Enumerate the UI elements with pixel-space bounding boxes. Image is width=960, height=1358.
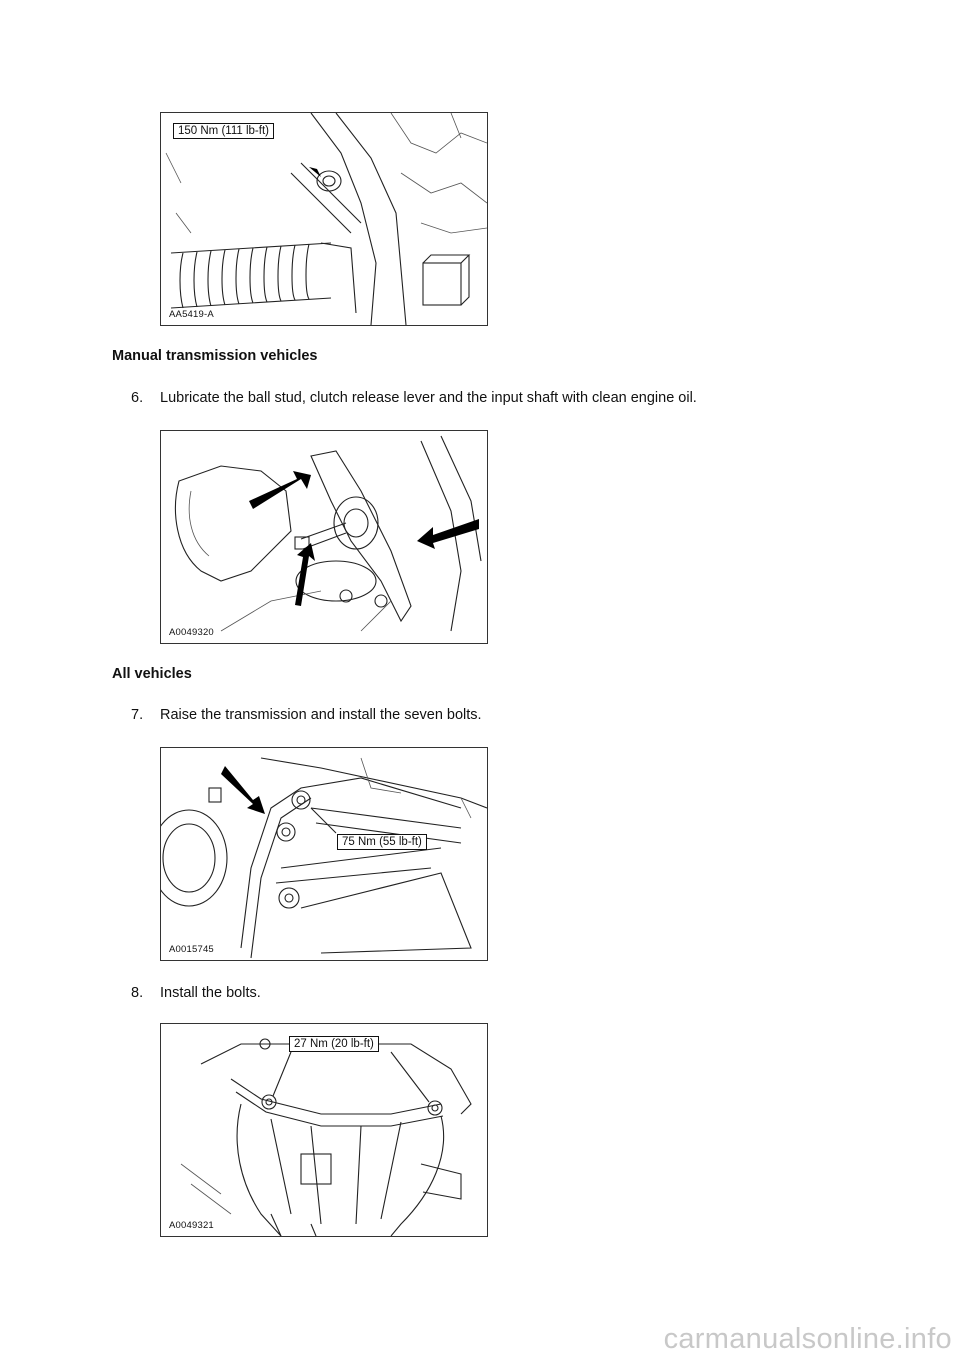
figure-a0049321 xyxy=(160,1023,488,1237)
figure-illustration xyxy=(161,748,487,960)
step-number: 8. xyxy=(131,985,144,1001)
step-text: Install the bolts. xyxy=(160,985,261,1001)
arrow-icon xyxy=(249,471,311,509)
arrow-icon xyxy=(221,766,265,814)
figure-illustration xyxy=(161,1024,487,1236)
figure-a0015745 xyxy=(160,747,488,961)
figure-illustration xyxy=(161,113,487,325)
figure-a0049320 xyxy=(160,430,488,644)
figure-illustration xyxy=(161,431,487,643)
step-number: 7. xyxy=(131,707,144,723)
figure-aa5419a xyxy=(160,112,488,326)
torque-callout: 27 Nm (20 lb-ft) xyxy=(289,1036,379,1052)
step-6 xyxy=(131,390,697,406)
torque-callout: 150 Nm (111 lb-ft) xyxy=(173,123,274,139)
figure-id: A0049320 xyxy=(169,627,214,638)
step-8 xyxy=(131,985,261,1001)
section-heading-all: All vehicles xyxy=(112,666,192,682)
arrow-icon xyxy=(309,167,321,177)
figure-id: A0015745 xyxy=(169,944,214,955)
watermark: carmanualsonline.info xyxy=(663,1323,952,1355)
step-number: 6. xyxy=(131,390,144,406)
section-heading-manual: Manual transmission vehicles xyxy=(112,348,318,364)
step-text: Lubricate the ball stud, clutch release lever and the input shaft with clean engine oil. xyxy=(160,390,697,406)
step-7 xyxy=(131,707,482,723)
figure-id: AA5419-A xyxy=(169,309,214,320)
step-text: Raise the transmission and install the seven bolts. xyxy=(160,707,482,723)
arrow-icon xyxy=(417,519,479,549)
torque-callout: 75 Nm (55 lb-ft) xyxy=(337,834,427,850)
figure-id: A0049321 xyxy=(169,1220,214,1231)
